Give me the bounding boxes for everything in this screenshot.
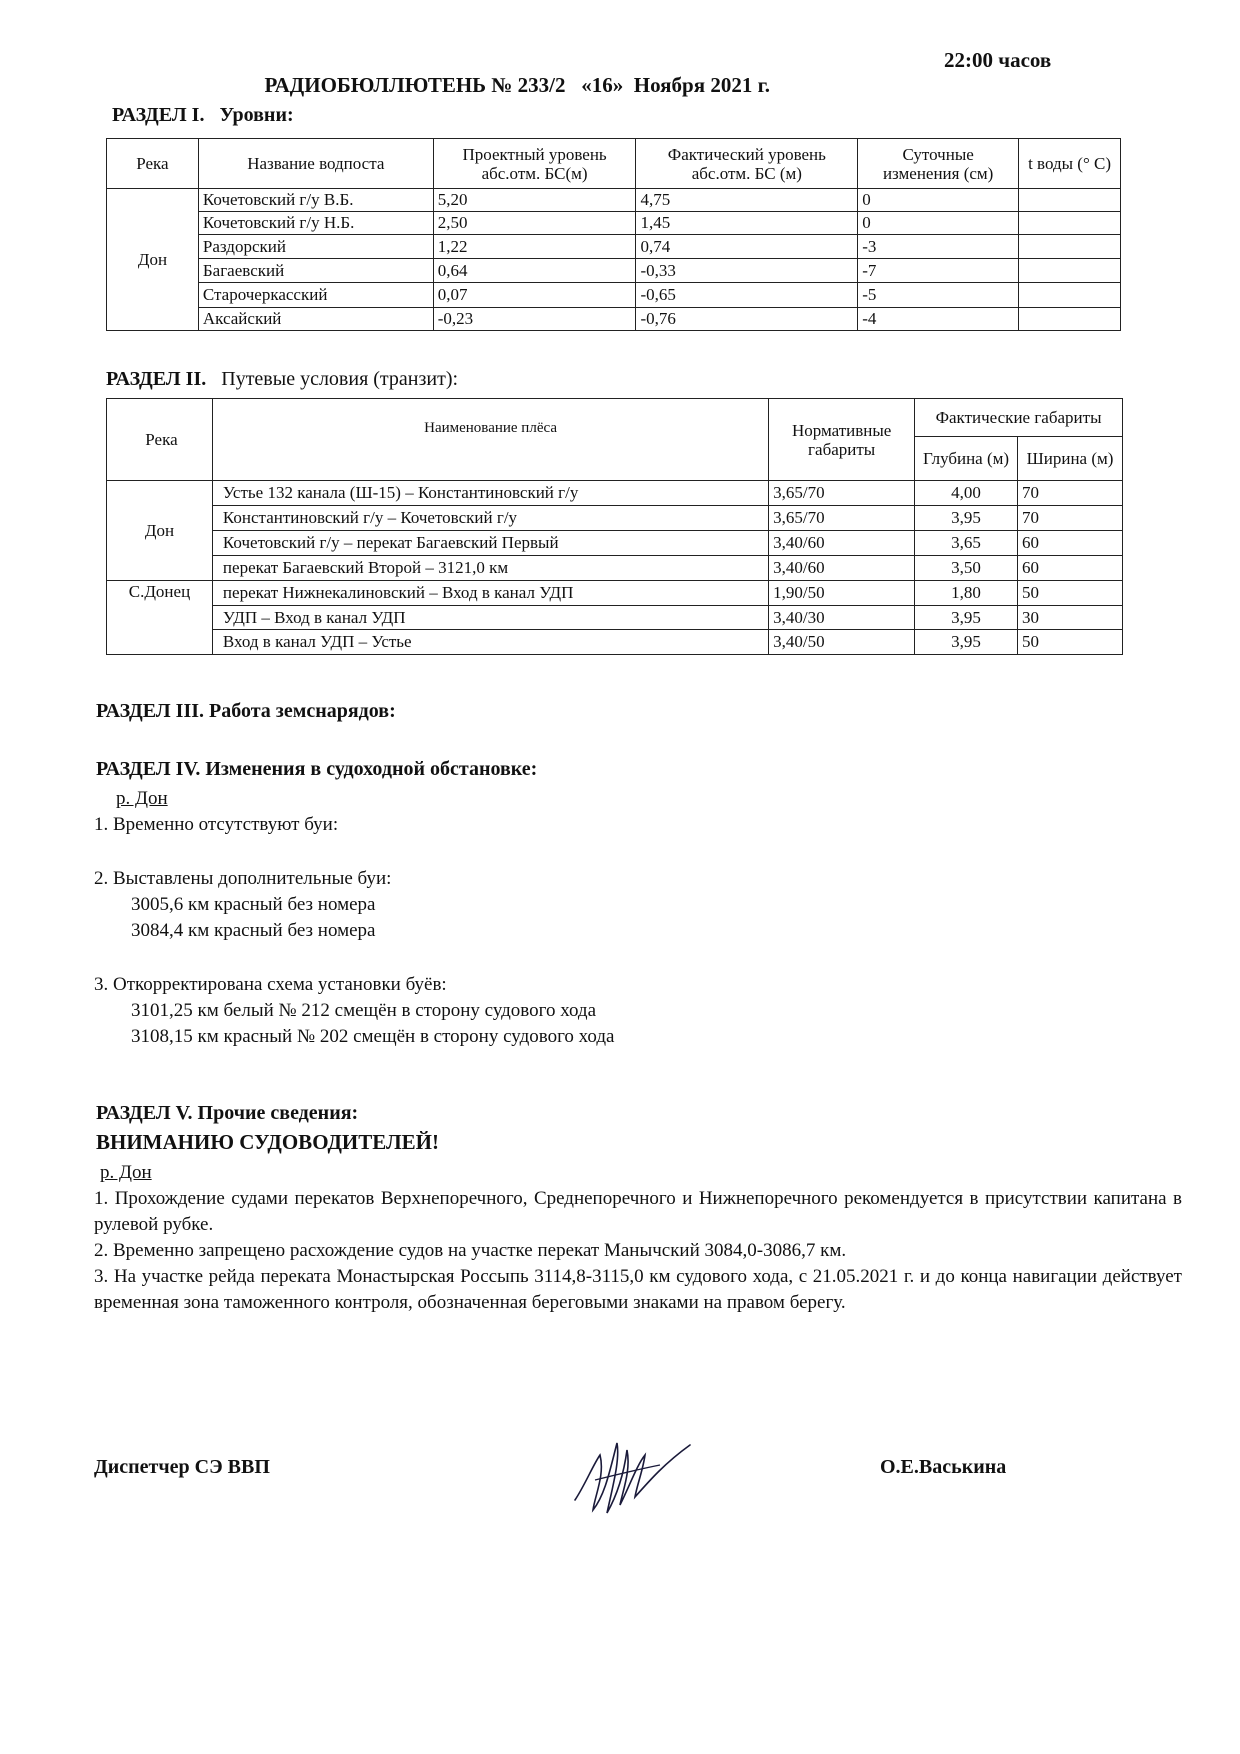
norm-dims: 3,40/60 [769, 531, 915, 556]
table-row [107, 235, 1121, 259]
section2-title [106, 368, 458, 391]
daily-change: -4 [858, 308, 1019, 331]
levels-col-fact: Фактический уровень абс.отм. БС (м) [636, 139, 858, 189]
reach-name: Кочетовский г/у – перекат Багаевский Первый [212, 531, 768, 556]
levels-col-project: Проектный уровень абс.отм. БС(м) [433, 139, 636, 189]
section4-item1: 1. Временно отсутствуют буи: [94, 814, 339, 835]
section4-title: РАЗДЕЛ IV. Изменения в судоходной обстановке: [96, 758, 538, 780]
section3-title: РАЗДЕЛ III. Работа земснарядов: [96, 700, 396, 722]
reach-name: перекат Нижнекалиновский – Вход в канал УДП [212, 581, 768, 606]
norm-dims: 3,65/70 [769, 506, 915, 531]
reach-name: Константиновский г/у – Кочетовский г/у [212, 506, 768, 531]
signature-image [565, 1425, 715, 1525]
fact-depth: 3,50 [915, 556, 1018, 581]
route-col-depth: Глубина (м) [915, 437, 1018, 481]
fact-level: -0,76 [636, 308, 858, 331]
route-river-cell: Дон [107, 481, 213, 581]
norm-dims: 1,90/50 [769, 581, 915, 606]
reach-name: перекат Багаевский Второй – 3121,0 км [212, 556, 768, 581]
post-name: Аксайский [198, 308, 433, 331]
water-temp [1019, 235, 1121, 259]
water-temp [1019, 212, 1121, 235]
section1-title-number: РАЗДЕЛ I. [112, 104, 205, 126]
reach-name: УДП – Вход в канал УДП [212, 606, 768, 630]
water-temp [1019, 259, 1121, 283]
table-row [107, 259, 1121, 283]
table-row [107, 506, 1123, 531]
route-table [106, 398, 1123, 655]
post-name: Старочеркасский [198, 283, 433, 308]
norm-dims: 3,65/70 [769, 481, 915, 506]
bulletin-time: 22:00 часов [944, 48, 1052, 72]
section2-title-number: РАЗДЕЛ II. [106, 368, 207, 390]
section1-title [112, 104, 294, 127]
table-row [107, 283, 1121, 308]
dispatcher-name: О.Е.Васькина [880, 1456, 1007, 1478]
route-col-width: Ширина (м) [1018, 437, 1123, 481]
fact-width: 70 [1018, 506, 1123, 531]
reach-name: Вход в канал УДП – Устье [212, 630, 768, 655]
fact-level: -0,65 [636, 283, 858, 308]
section4-item2: 2. Выставлены дополнительные буи: [94, 868, 392, 889]
table-row [107, 212, 1121, 235]
water-temp [1019, 308, 1121, 331]
fact-level: 1,45 [636, 212, 858, 235]
water-temp [1019, 283, 1121, 308]
section5-river: р. Дон [100, 1162, 152, 1183]
fact-level: 0,74 [636, 235, 858, 259]
bulletin-title: РАДИОБЮЛЛЮТЕНЬ № 233/2 «16» Ноября 2021 г. [264, 73, 770, 97]
daily-change: 0 [858, 189, 1019, 212]
section4-item2-line: 3084,4 км красный без номера [131, 920, 376, 941]
attention-heading: ВНИМАНИЮ СУДОВОДИТЕЛЕЙ! [96, 1130, 439, 1154]
post-name: Раздорский [198, 235, 433, 259]
section4-river: р. Дон [116, 788, 168, 809]
section2-title-text: Путевые условия (транзит): [221, 368, 459, 390]
daily-change: -7 [858, 259, 1019, 283]
daily-change: -5 [858, 283, 1019, 308]
project-level: 5,20 [433, 189, 636, 212]
table-row [107, 531, 1123, 556]
fact-width: 60 [1018, 556, 1123, 581]
norm-dims: 3,40/30 [769, 606, 915, 630]
water-temp [1019, 189, 1121, 212]
section5-paragraph-3: 3. На участке рейда переката Монастырская Россыпь 3114,8-3115,0 км судового хода, с 21.05.2021 г. и до конца навигации действует временная зона таможенного контроля, обозначенная береговыми знаками на правом берегу. [94, 1266, 1182, 1313]
project-level: 0,64 [433, 259, 636, 283]
norm-dims: 3,40/50 [769, 630, 915, 655]
section5-paragraph-1: 1. Прохождение судами перекатов Верхнепоречного, Среднепоречного и Нижнепоречного рекомендуется в присутствии капитана в рулевой рубке. [94, 1188, 1182, 1235]
fact-depth: 3,95 [915, 506, 1018, 531]
bulletin-header [254, 48, 1052, 123]
section5-paragraph-2: 2. Временно запрещено расхождение судов на участке перекат Манычский 3084,0-3086,7 км. [94, 1240, 847, 1261]
fact-width: 50 [1018, 630, 1123, 655]
fact-width: 70 [1018, 481, 1123, 506]
levels-river-cell: Дон [107, 189, 199, 331]
post-name: Кочетовский г/у Н.Б. [198, 212, 433, 235]
fact-level: 4,75 [636, 189, 858, 212]
project-level: -0,23 [433, 308, 636, 331]
table-row [107, 556, 1123, 581]
levels-col-change: Суточные изменения (см) [858, 139, 1019, 189]
fact-width: 60 [1018, 531, 1123, 556]
table-row [107, 630, 1123, 655]
section4-item2-line: 3005,6 км красный без номера [131, 894, 376, 915]
levels-header-row [107, 139, 1121, 189]
fact-level: -0,33 [636, 259, 858, 283]
table-row [107, 581, 1123, 606]
table-row [107, 606, 1123, 630]
section1-title-text: Уровни: [219, 104, 294, 126]
levels-col-temp: t воды (° С) [1019, 139, 1121, 189]
route-header-row [107, 399, 1123, 437]
route-col-norm: Нормативные габариты [769, 399, 915, 481]
post-name: Кочетовский г/у В.Б. [198, 189, 433, 212]
section4-item3-line: 3108,15 км красный № 202 смещён в сторону судового хода [131, 1026, 615, 1047]
fact-depth: 3,65 [915, 531, 1018, 556]
daily-change: -3 [858, 235, 1019, 259]
post-name: Багаевский [198, 259, 433, 283]
route-river-cell: С.Донец [107, 581, 213, 655]
levels-col-river: Река [107, 139, 199, 189]
section5-title: РАЗДЕЛ V. Прочие сведения: [96, 1102, 359, 1124]
project-level: 1,22 [433, 235, 636, 259]
fact-depth: 4,00 [915, 481, 1018, 506]
route-col-fact: Фактические габариты [915, 399, 1123, 437]
norm-dims: 3,40/60 [769, 556, 915, 581]
fact-depth: 3,95 [915, 606, 1018, 630]
fact-width: 50 [1018, 581, 1123, 606]
table-row [107, 481, 1123, 506]
table-row [107, 308, 1121, 331]
route-col-river: Река [107, 399, 213, 481]
levels-table [106, 138, 1121, 331]
fact-depth: 3,95 [915, 630, 1018, 655]
route-col-reach: Наименование плёса [212, 399, 768, 481]
levels-col-post: Название водпоста [198, 139, 433, 189]
reach-name: Устье 132 канала (Ш-15) – Константиновский г/у [212, 481, 768, 506]
project-level: 0,07 [433, 283, 636, 308]
table-row [107, 189, 1121, 212]
section4-item3-line: 3101,25 км белый № 212 смещён в сторону судового хода [131, 1000, 597, 1021]
dispatcher-position: Диспетчер СЭ ВВП [94, 1456, 270, 1478]
fact-width: 30 [1018, 606, 1123, 630]
fact-depth: 1,80 [915, 581, 1018, 606]
section4-item3: 3. Откорректирована схема установки буёв: [94, 974, 447, 995]
daily-change: 0 [858, 212, 1019, 235]
project-level: 2,50 [433, 212, 636, 235]
